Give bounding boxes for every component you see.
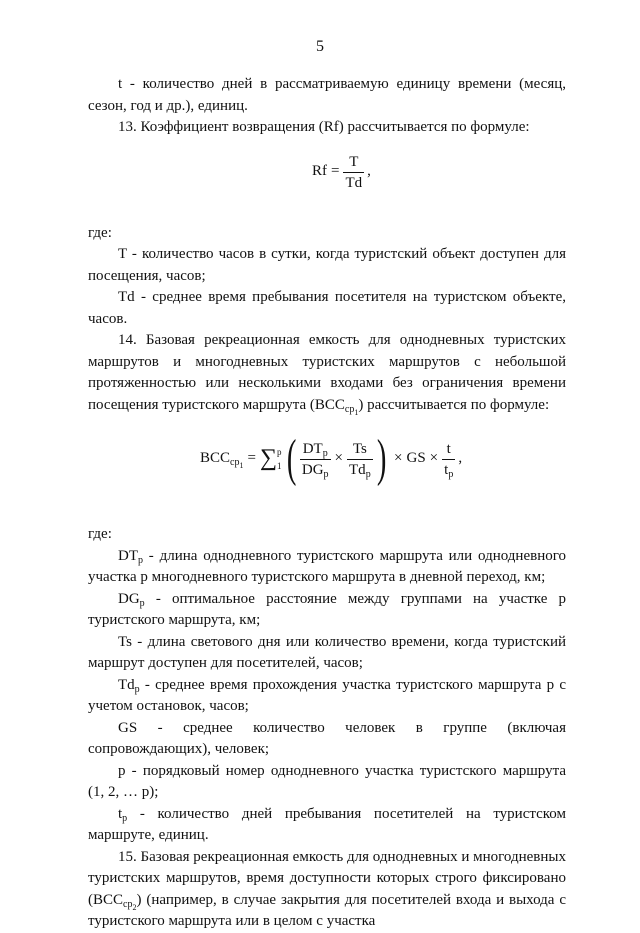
label-where-2: где: <box>88 526 112 542</box>
times-sign-1: × <box>334 450 344 467</box>
document-body <box>88 74 566 933</box>
formula-bcc1-eq: = <box>247 450 256 467</box>
formula-gs: GS <box>406 450 426 467</box>
times-sign-2: × <box>394 450 403 467</box>
formula-bcc1 <box>88 424 566 518</box>
formula-rf-fraction <box>343 153 364 192</box>
definition-T: T - количество часов в сутки, когда туристский объект доступен для посещения, часов; <box>88 246 566 284</box>
right-paren: ) <box>376 430 387 487</box>
paragraph-14: 14. Базовая рекреационная емкость для однодневных туристских маршрутов и многодневных туристских маршрутов с небольшой протяженностью или несколькими входами без ограничения времени посещения туристского маршрута $(BCC_{ср_1})$ рассчитывается по формуле: <box>88 332 566 417</box>
paragraph-15: 15. Базовая рекреационная емкость для однодневных и многодневных туристских маршрутов, время доступности которых строго фиксировано $(BCC_{ср_2})$ (например, в случае закрытия для посетителей входа и выхода с туристского маршрута или в целом с участка <box>88 848 566 929</box>
sum-symbol: ∑ <box>259 445 278 472</box>
formula-rf-tail: , <box>367 163 371 180</box>
paragraph-t-definition: t - количество дней в рассматриваемую единицу времени (месяц, сезон, год и др.), единиц. <box>88 76 566 114</box>
fraction-ts-td: $\frac{Ts}{Td_p}$ <box>349 440 371 480</box>
definition-DTp: $DT_p$ - длина однодневного туристского маршрута или однодневного участка p многодневного туристского маршрута в дневной переход, км; <box>88 547 566 585</box>
definition-Ts: Ts - длина светового дня или количество времени, когда туристский маршрут доступен для посетителей, часов; <box>88 633 566 671</box>
formula-rf-numerator: T <box>349 153 359 170</box>
times-sign-3: × <box>429 450 439 467</box>
definition-Tdp: $Td_p$ - среднее время прохождения участка туристского маршрута p с учетом остановок, часов; <box>88 676 566 714</box>
fraction-t-tp: $\frac{t}{t_p}$ <box>444 440 454 480</box>
formula-rf-lhs: Rf <box>312 163 327 180</box>
definition-tp: $t_p$ - количество дней пребывания посетителей на туристском маршруте, единиц. <box>88 805 566 843</box>
left-paren: ( <box>286 430 296 487</box>
sum-limits: p 1 <box>277 447 282 471</box>
fraction-dt-dg: $\frac{DT_p}{DG_p}$ <box>301 440 329 480</box>
definition-GS: GS - среднее количество человек в группе (включая сопровождающих), человек; <box>88 719 566 757</box>
formula-rf-denominator: Td <box>345 174 363 191</box>
paragraph-13: 13. Коэффициент возвращения (Rf) рассчитывается по формуле: <box>118 119 530 135</box>
label-where-1: где: <box>88 224 112 241</box>
formula-bcc1-lhs: $BCC_{ср_1}$ <box>200 450 244 471</box>
formula-rf <box>88 147 566 217</box>
definition-Td: Td - среднее время пребывания посетителя на туристском объекте, часов. <box>88 289 566 327</box>
definition-p: p - порядковый номер однодневного участка туристского маршрута (1, 2, … p); <box>88 762 566 800</box>
page-number: 5 <box>316 38 324 55</box>
formula-rf-eq: = <box>331 163 340 180</box>
definition-DGp: $DG_p$ - оптимальное расстояние между группами на участке p туристского маршрута, км; <box>88 590 566 628</box>
formula-bcc1-tail: , <box>458 450 463 467</box>
